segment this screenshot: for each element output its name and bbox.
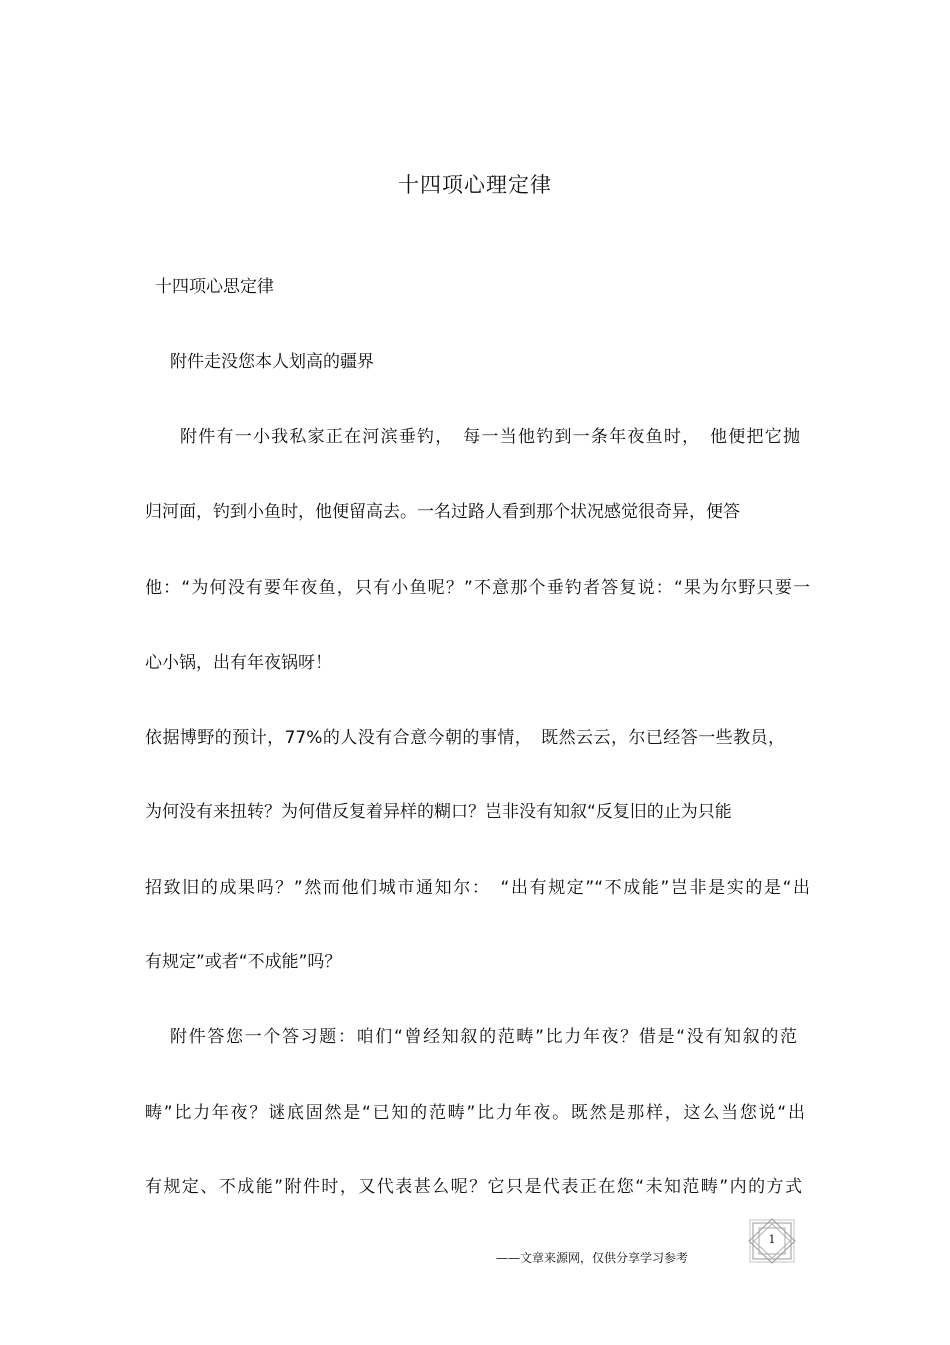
subsection-heading: 附件走没您本人划高的疆界 bbox=[170, 352, 374, 372]
paragraph-line: 依据博野的预计，77%的人没有合意今朝的事情， 既然云云，尔已经答一些教员， bbox=[145, 728, 785, 748]
paragraph-line: 招致旧的成果吗？”然而他们城市通知尔： “出有规定”“不成能”岂非是实的是“出 bbox=[145, 878, 810, 898]
footer-source-note: ——文章来源网，仅供分享学习参考 bbox=[496, 1251, 689, 1265]
paragraph-line: 他：“为何没有要年夜鱼，只有小鱼呢？”不意那个垂钓者答复说：“果为尔野只要一 bbox=[145, 578, 810, 598]
paragraph-line: 为何没有来扭转？为何借反复着异样的糊口？岂非没有知叙“反复旧的止为只能 bbox=[145, 802, 732, 822]
page-number: 1 bbox=[768, 1233, 776, 1246]
paragraph-line: 畴”比力年夜？谜底固然是“已知的范畴”比力年夜。既然是那样，这么当您说“出 bbox=[145, 1103, 805, 1123]
paragraph-line: 心小锅，出有年夜锅呀！ bbox=[145, 653, 332, 673]
section-heading: 十四项心思定律 bbox=[155, 277, 274, 297]
document-title: 十四项心理定律 bbox=[398, 173, 552, 197]
page-number-badge bbox=[747, 1218, 797, 1264]
paragraph-line: 有规定”或者“不成能”吗？ bbox=[145, 952, 342, 972]
paragraph-line: 有规定、不成能”附件时，又代表甚么呢？它只是代表正在您“未知范畴”内的方式 bbox=[145, 1177, 802, 1197]
paragraph-line: 归河面，钓到小鱼时，他便留高去。一名过路人看到那个状况感觉很奇异，便答 bbox=[145, 502, 740, 522]
paragraph-line: 附件有一小我私家正在河滨垂钓， 每一当他钓到一条年夜鱼时， 他便把它抛 bbox=[180, 427, 800, 447]
paragraph-line: 附件答您一个答习题：咱们“曾经知叙的范畴”比力年夜？借是“没有知叙的范 bbox=[170, 1027, 797, 1047]
